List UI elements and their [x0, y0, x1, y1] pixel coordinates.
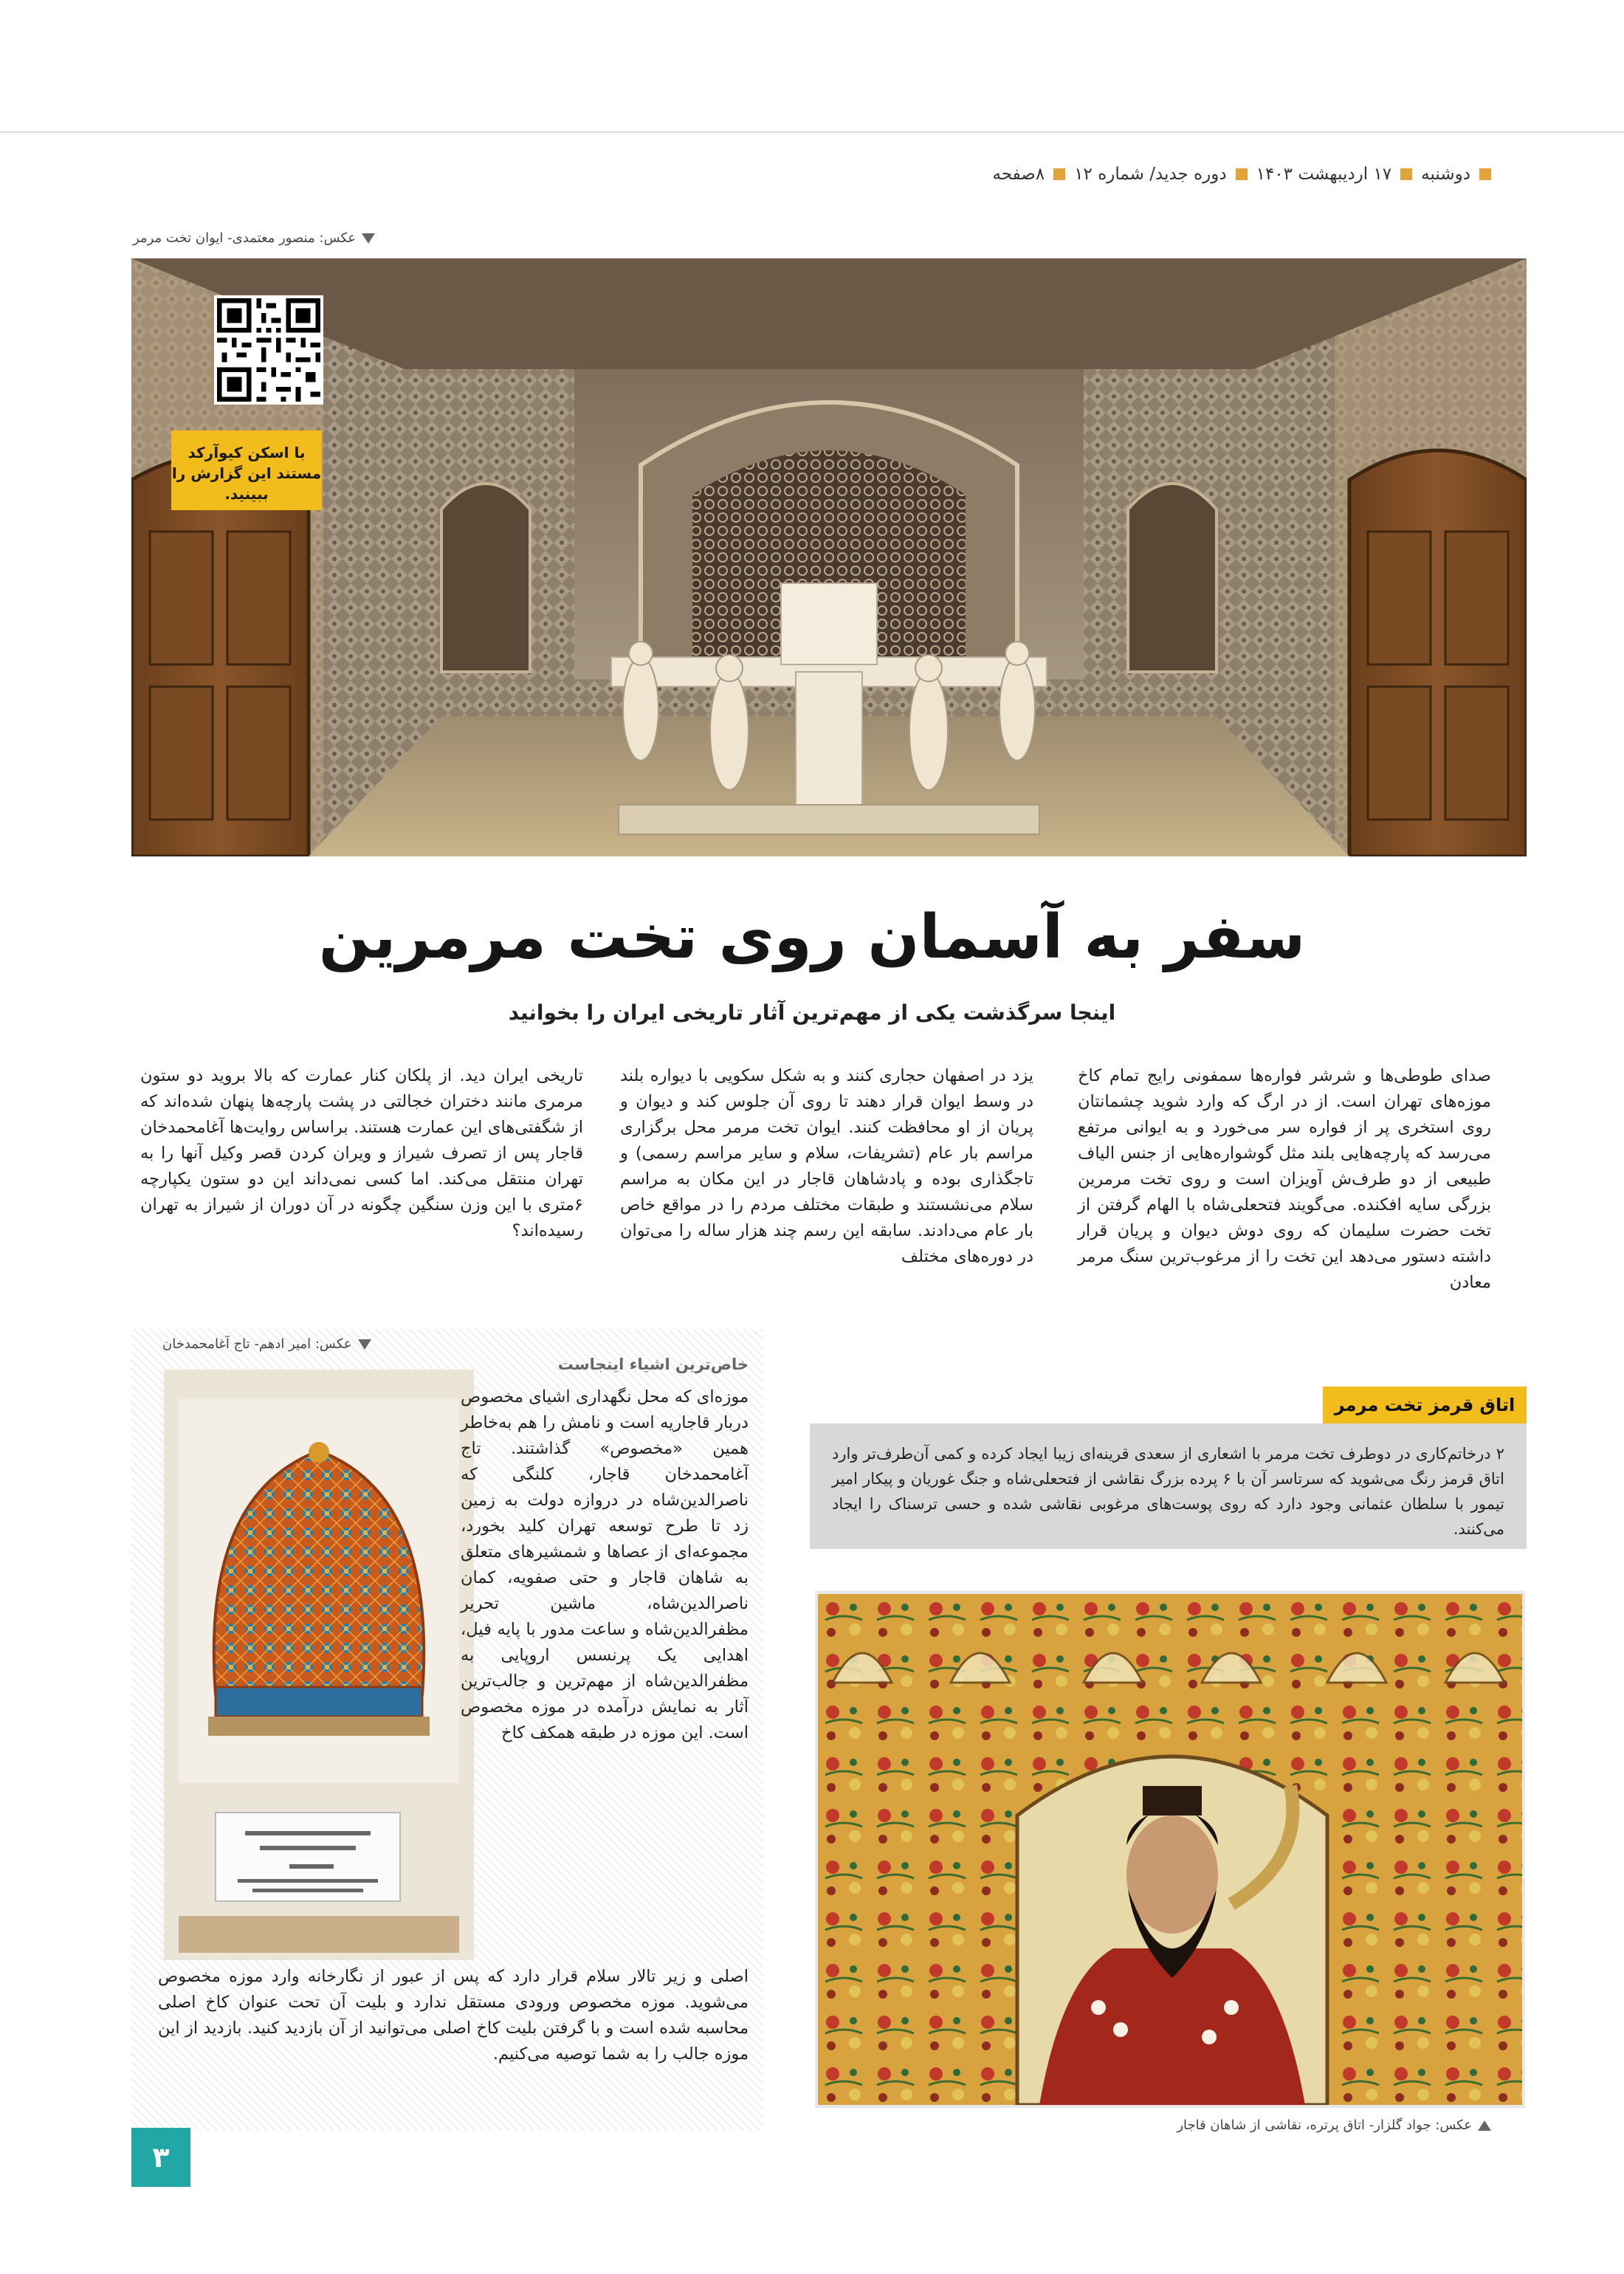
bullet-icon: [1400, 168, 1412, 180]
caption-arrow-icon: [358, 1339, 371, 1350]
sidebar-kicker: خاص‌ترین اشیاء اینجاست: [557, 1356, 749, 1373]
qr-note: با اسکن کیوآرکد مستند این گزارش را ببینید.: [171, 430, 322, 510]
body-column-left: تاریخی ایران دید. از پلکان کنار عمارت که بالا بروید دو ستون مرمری مانند دختران خجالتی در پشت پارچه‌ها پنهان شده‌اند که از شگفتی‌های این عمارت هستند. براساس روایت‌ها آغامحمدخان قاجار پس از تصرف شیراز و ویران کردن قصر وکیل آنها را به تهران منتقل می‌کند. اما کسی نمی‌داند این دو ستون یکپارچه ۶متری با این وزن سنگین چگونه در آن دوران از شیراز به تهران رسیده‌اند؟: [140, 1066, 583, 1240]
header-pages: ۸صفحه: [992, 165, 1045, 184]
body-column-middle: یزد در اصفهان حجاری کنند و به شکل سکویی با دیواره بلند در وسط ایوان قرار دهند تا روی آن جلوس کند و دیوان و پریان از او محافظت کنند. ایوان تخت مرمر محل برگزاری مراسم بار عام (تشریفات، سلام و سایر مراسم رسمی) و تاجگذاری بوده و پادشاهان قاجار در این مکان به مراسم سلام می‌نشستند و طبقات مختلف مردم را در مواقع خاص بار عام می‌دادند. سابقه این رسم چند هزار ساله را می‌توان در دوره‌های مختلف: [620, 1066, 1033, 1266]
header-day: دوشنبه: [1421, 165, 1470, 184]
hero-credit: [133, 230, 375, 246]
body-column-right: صدای طوطی‌ها و شرشر فواره‌ها سمفونی رایج تمام کاخ موزه‌های تهران است. از در ارگ که وارد شوید چشمانتان روی استخری پر از فواره سر می‌خورد و به ایوانی مرتفع می‌رسد که پارچه‌هایی بلند مثل گوشواره‌هایی از جنس الیاف طبیعی از دو طرف‌ش آویزان است و روی تخت مرمرین بزرگی سایه افکنده. می‌گویند فتحعلی‌شاه با الهام گرفتن از تخت حضرت سلیمان که روی دوش دیوان و پریان قرار داشته دستور می‌دهد این تخت را از مرغوب‌ترین سنگ مرمر معادن: [1078, 1066, 1491, 1292]
sidebar-credit-text: عکس: امیر ادهم- تاج آغامحمدخان: [162, 1336, 352, 1352]
header-issue: دوره جدید/ شماره ۱۲: [1074, 165, 1227, 184]
painting-credit: [1177, 2117, 1491, 2133]
sidebar-text: موزه‌ای که محل نگهداری اشیای مخصوص دربار قاجاریه است و نامش را هم به‌خاطر همین «مخصوص» گذاشتند. تاج آغامحمدخان قاجار، کلنگی که ناصرالدین‌شاه در دروازه دولت به زمین زد تا طرح توسعه تهران کلید بخورد، مجموعه‌ای از عصاها و شمشیرهای متعلق به شاهان قاجار و حتی صفویه، کمان ناصرالدین‌شاه، ماشین تحریر مظفرالدین‌شاه و ساعت مدور با پایه فیل، اهدایی یک پرنسس اروپایی به مظفرالدین‌شاه از مهم‌ترین و جالب‌ترین آثار به نمایش درآمده در موزه مخصوص است. این موزه در طبقه همکف کاخ: [461, 1387, 749, 1742]
article-subtitle: اینجا سرگذشت یکی از مهم‌ترین آثار تاریخی ایران را بخوانید: [508, 1000, 1116, 1025]
bullet-icon: [1236, 168, 1248, 180]
bullet-icon: [1053, 168, 1065, 180]
hero-credit-text: عکس: منصور معتمدی- ایوان تخت مرمر: [133, 230, 357, 246]
issue-header: [992, 159, 1491, 189]
crown-photo: [164, 1370, 474, 1960]
caption-arrow-icon: [362, 233, 375, 244]
bullet-icon: [1479, 168, 1491, 180]
painting-credit-text: عکس: جواد گلزار- اتاق پرتره، نقاشی از شاهان قاجار: [1177, 2117, 1472, 2133]
sidebar-credit: [162, 1336, 371, 1352]
hero-photo-marble-throne: [131, 258, 1527, 856]
redroom-label: اتاق قرمز تخت مرمر: [1323, 1387, 1527, 1423]
sidebar-text-continued: اصلی و زیر تالار سلام قرار دارد که پس از عبور از نگارخانه وارد موزه مخصوص می‌شوید. موزه مخصوص ورودی مستقل ندارد و بلیت آن تحت عنوان کاخ اصلی محاسبه شده است و با گرفتن بلیت کاخ اصلی می‌توانید از آن بازدید کنید. بازدید از این موزه جالب را به شما توصیه می‌کنیم.: [158, 1967, 749, 2064]
top-rule: [0, 131, 1624, 133]
caption-arrow-icon: [1478, 2120, 1491, 2131]
qajar-portrait-photo: [815, 1591, 1525, 2108]
page-number: ۳: [131, 2128, 190, 2187]
header-date: ۱۷ اردیبهشت ۱۴۰۳: [1256, 165, 1392, 184]
qr-code[interactable]: [214, 295, 323, 405]
redroom-text: ۲ درخاتم‌کاری در دوطرف تخت مرمر با اشعاری از سعدی قرینه‌ای زیبا ایجاد کرده و کمی آن‌طرف‌تر وارد اتاق قرمز رنگ می‌شوید که سرتاسر آن با ۶ پرده بزرگ نقاشی از فتحعلی‌شاه و جنگ غوریان و پیکار امیر تیمور با سلطان عثمانی وجود دارد که روی پوست‌های مرغوبی نقاشی شده و حسی ترسناک را ایجاد می‌کنند.: [810, 1423, 1527, 1549]
article-title: سفر به آسمان روی تخت مرمرین: [318, 902, 1306, 972]
